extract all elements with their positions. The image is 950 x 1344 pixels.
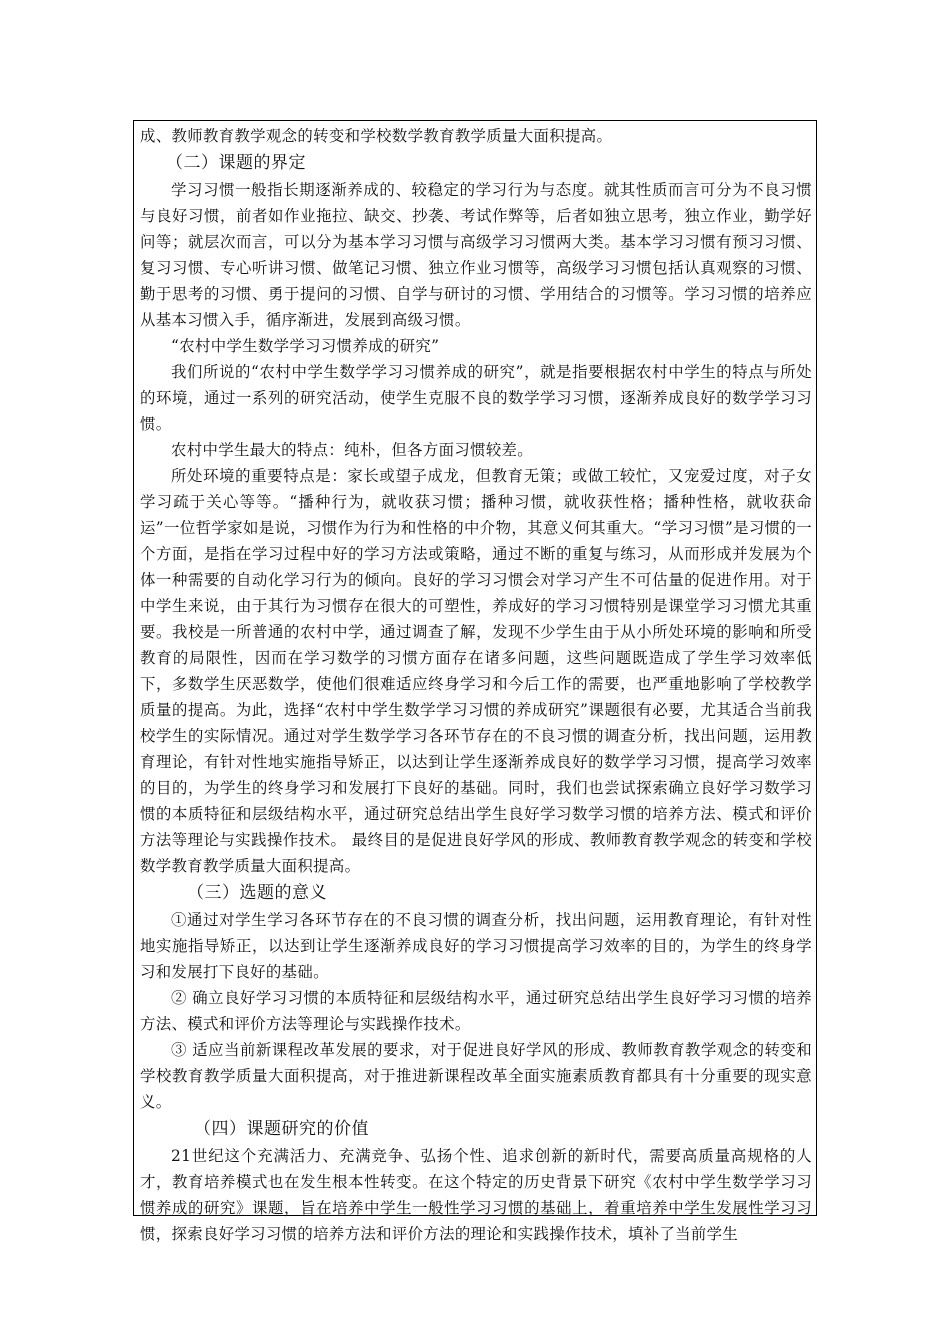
paragraph-definition: 学习习惯一般指长期逐渐养成的、较稳定的学习行为与态度。就其性质而言可分为不良习惯与良好习惯，前者如作业拖拉、缺交、抄袭、考试作弊等，后者如独立思考，独立作业，勤学好问等；就层次而言，可以分为基本学习习惯与高级学习习惯两大类。基本学习习惯有预习习惯、复习习惯、专心听讲习惯、做笔记习惯、独立作业习惯等，高级学习习惯包括认真观察的习惯、勤于思考的习惯、勇于提问的习惯、自学与研讨的习惯、学用结合的习惯等。学习习惯的培养应从基本习惯入手，循序渐进，发展到高级习惯。 [140,181,812,329]
document-table-cell [133,120,817,1243]
section-heading-4: （四）课题研究的价值 [194,1119,369,1139]
significance-item-3: ③ 适应当前新课程改革发展的要求，对于促进良好学风的形成、教师教育教学观念的转变和学校教育教学质量大面积提高，对于推进新课程改革全面实施素质教育都具有十分重要的现实意义。 [140,1041,812,1111]
significance-item-1: ①通过对学生学习各环节存在的不良习惯的调查分析，找出问题，运用教育理论，有针对性地实施指导矫正，以达到让学生逐渐养成良好的学习习惯提高学习效率的目的，为学生的终身学习和发展打下良好的基础。 [140,911,812,981]
significance-item-2: ② 确立良好学习习惯的本质特征和层级结构水平，通过研究总结出学生良好学习习惯的培养方法、模式和评价方法等理论与实践操作技术。 [140,989,812,1033]
section-heading-2: （二）课题的界定 [166,153,306,173]
document-body [134,121,816,1247]
quoted-topic-title: “农村中学生数学学习习惯养成的研究” [171,337,440,355]
paragraph-environment: 所处环境的重要特点是：家长或望子成龙，但教育无策；或做工较忙，又宠爱过度，对子女学习疏于关心等等。“播种行为，就收获习惯；播种习惯，就收获性格；播种性格，就收获命运”一位哲学家如是说，习惯作为行为和性格的中介物，其意义何其重大。“学习习惯”是习惯的一个方面，是指在学习过程中好的学习方法或策略，通过不断的重复与练习，从而形成并发展为个体一种需要的自动化学习行为的倾向。良好的学习习惯会对学习产生不可估量的促进作用。对于中学生来说，由于其行为习惯存在很大的可塑性，养成好的学习习惯特别是课堂学习习惯尤其重要。我校是一所普通的农村中学，通过调查了解，发现不少学生由于从小所处环境的影响和所受教育的局限性，因而在学习数学的习惯方面存在诸多问题，这些问题既造成了学生学习效率低下，多数学生厌恶数学，使他们很难适应终身学习和今后工作的需要，也严重地影响了学校教学质量的提高。为此，选择“农村中学生数学学习习惯的养成研究”课题很有必要，尤其适合当前我校学生的实际情况。通过对学生数学学习各环节存在的不良习惯的调查分析，找出问题，运用教育理论，有针对性地实施指导矫正，以达到让学生逐渐养成良好的数学学习习惯，提高学习效率的目的，为学生的终身学习和发展打下良好的基础。同时，我们也尝试探索确立良好学习数学习惯的本质特征和层级结构水平，通过研究总结出学生良好学习数学习惯的培养方法、模式和评价方法等理论与实践操作技术。 最终目的是促进良好学风的形成、教师教育教学观念的转变和学校数学教育教学质量大面积提高。 [140,467,812,875]
section-heading-3: （三）选题的意义 [187,883,327,903]
paragraph-research-value: 21世纪这个充满活力、充满竞争、弘扬个性、追求创新的新时代，需要高质量高规格的人才，教育培养模式也在发生根本性转变。在这个特定的历史背景下研究《农村中学生数学学习习惯养成的研究》课题，旨在培养中学生一般性学习习惯的基础上，着重培养中学生发展性学习习惯，探索良好学习习惯的培养方法和评价方法的理论和实践操作技术，填补了当前学生 [140,1147,812,1243]
paragraph-student-traits: 农村中学生最大的特点：纯朴，但各方面习惯较差。 [171,441,534,459]
paragraph-topic-meaning: 我们所说的“农村中学生数学学习习惯养成的研究”，就是指要根据农村中学生的特点与所处的环境，通过一系列的研究活动，使学生克服不良的数学学习习惯，逐渐养成良好的数学学习习惯。 [140,363,812,433]
continuation-line: 成、教师教育教学观念的转变和学校数学教育教学质量大面积提高。 [140,127,613,145]
